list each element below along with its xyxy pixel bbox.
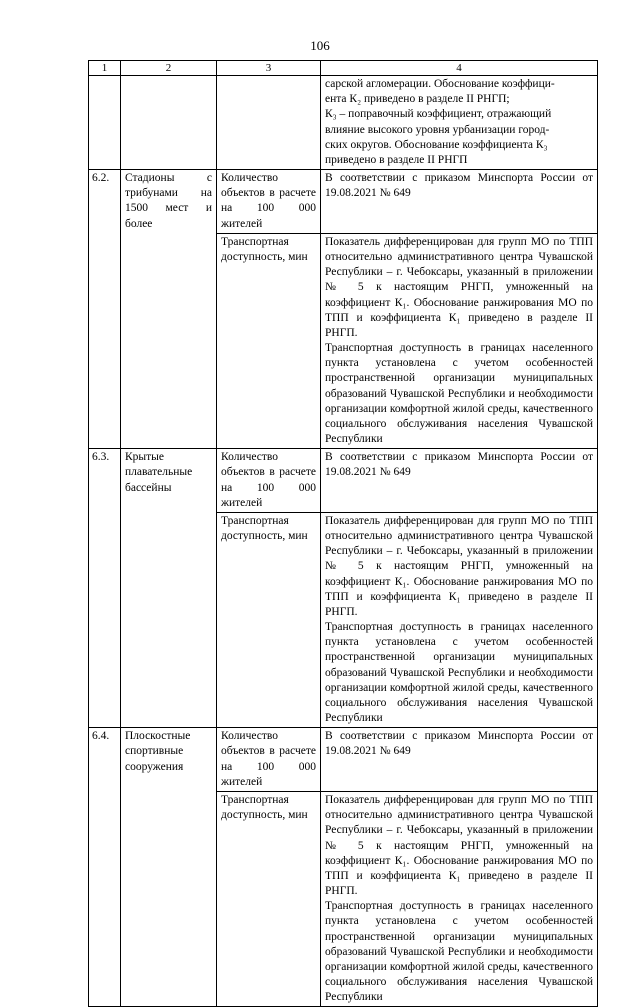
indicator-value [321, 233, 598, 448]
continuation-line: ента К₂ приведено в разделе II РНГП; [325, 93, 510, 106]
value-paragraph: Показатель дифференцирован для групп МО по ТПП относительно административного центра Чувашской Республики – г. Чебоксары, указанный в приложении № 5 к настоящим РНГП, умноженный на коэффициент К₁. Обоснование ранжирования МО по ТПП и коэффициента К₁ приведено в разделе II РНГП. [325, 514, 593, 618]
value-paragraph: Транспортная доступность в границах населенного пункта установлена с учетом особенностей пространственной организации муниципальных образований Чувашской Республики и необходимости организации комфортной жилой среды, качественного социального обслуживания населения Чувашской Республики [325, 900, 593, 1004]
indicator-name: Транспортная доступность, мин [217, 792, 321, 1007]
row-number: 6.4. [89, 728, 121, 1007]
continuation-line: приведено в разделе II РНГП [325, 153, 468, 166]
value-paragraph: Транспортная доступность в границах населенного пункта установлена с учетом особенностей пространственной организации муниципальных образований Чувашской Республики и необходимости организации комфортной жилой среды, качественного социального обслуживания населения Чувашской Республики [325, 342, 593, 446]
indicator-value [321, 792, 598, 1007]
continuation-text [321, 76, 598, 170]
row-number: 6.2. [89, 170, 121, 449]
indicator-name: Количество объектов в расчете на 100 000 жителей [217, 449, 321, 513]
indicator-name: Количество объектов в расчете на 100 000 жителей [217, 170, 321, 234]
indicator-name: Транспортная доступность, мин [217, 233, 321, 448]
standards-table [88, 60, 598, 1007]
facility-name: Плоскостные спортивные сооружения [121, 728, 217, 1007]
table-row [89, 449, 598, 513]
indicator-name: Количество объектов в расчете на 100 000 жителей [217, 728, 321, 792]
facility-name: Стадионы с трибунами на 1500 мест и более [121, 170, 217, 449]
indicator-value: В соответствии с приказом Минспорта России от 19.08.2021 № 649 [321, 728, 598, 792]
table-row-continuation [89, 76, 598, 170]
table-row [89, 728, 598, 792]
table-row [89, 170, 598, 234]
header-col-1: 1 [89, 61, 121, 76]
continuation-line: ских округов. Обоснование коэффициента К₃ [325, 138, 548, 151]
continuation-line: сарской агломерации. Обоснование коэффици- [325, 78, 555, 91]
page-number: 106 [310, 38, 330, 53]
indicator-value [321, 512, 598, 727]
indicator-value: В соответствии с приказом Минспорта России от 19.08.2021 № 649 [321, 170, 598, 234]
header-col-2: 2 [121, 61, 217, 76]
table-header-row [89, 61, 598, 76]
indicator-value: В соответствии с приказом Минспорта России от 19.08.2021 № 649 [321, 449, 598, 513]
row-number: 6.3. [89, 449, 121, 728]
value-paragraph: Транспортная доступность в границах населенного пункта установлена с учетом особенностей пространственной организации муниципальных образований Чувашской Республики и необходимости организации комфортной жилой среды, качественного социального обслуживания населения Чувашской Республики [325, 621, 593, 725]
continuation-line: влияние высокого уровня урбанизации город- [325, 123, 550, 136]
header-col-4: 4 [321, 61, 598, 76]
indicator-name: Транспортная доступность, мин [217, 512, 321, 727]
value-paragraph: Показатель дифференцирован для групп МО по ТПП относительно административного центра Чувашской Республики – г. Чебоксары, указанный в приложении № 5 к настоящим РНГП, умноженный на коэффициент К₁. Обоснование ранжирования МО по ТПП и коэффициента К₁ приведено в разделе II РНГП. [325, 235, 593, 339]
value-paragraph: Показатель дифференцирован для групп МО по ТПП относительно административного центра Чувашской Республики – г. Чебоксары, указанный в приложении № 5 к настоящим РНГП, умноженный на коэффициент К₁. Обоснование ранжирования МО по ТПП и коэффициента К₁ приведено в разделе II РНГП. [325, 794, 593, 898]
facility-name: Крытые плавательные бассейны [121, 449, 217, 728]
continuation-line: К₃ – поправочный коэффициент, отражающий [325, 108, 552, 121]
header-col-3: 3 [217, 61, 321, 76]
